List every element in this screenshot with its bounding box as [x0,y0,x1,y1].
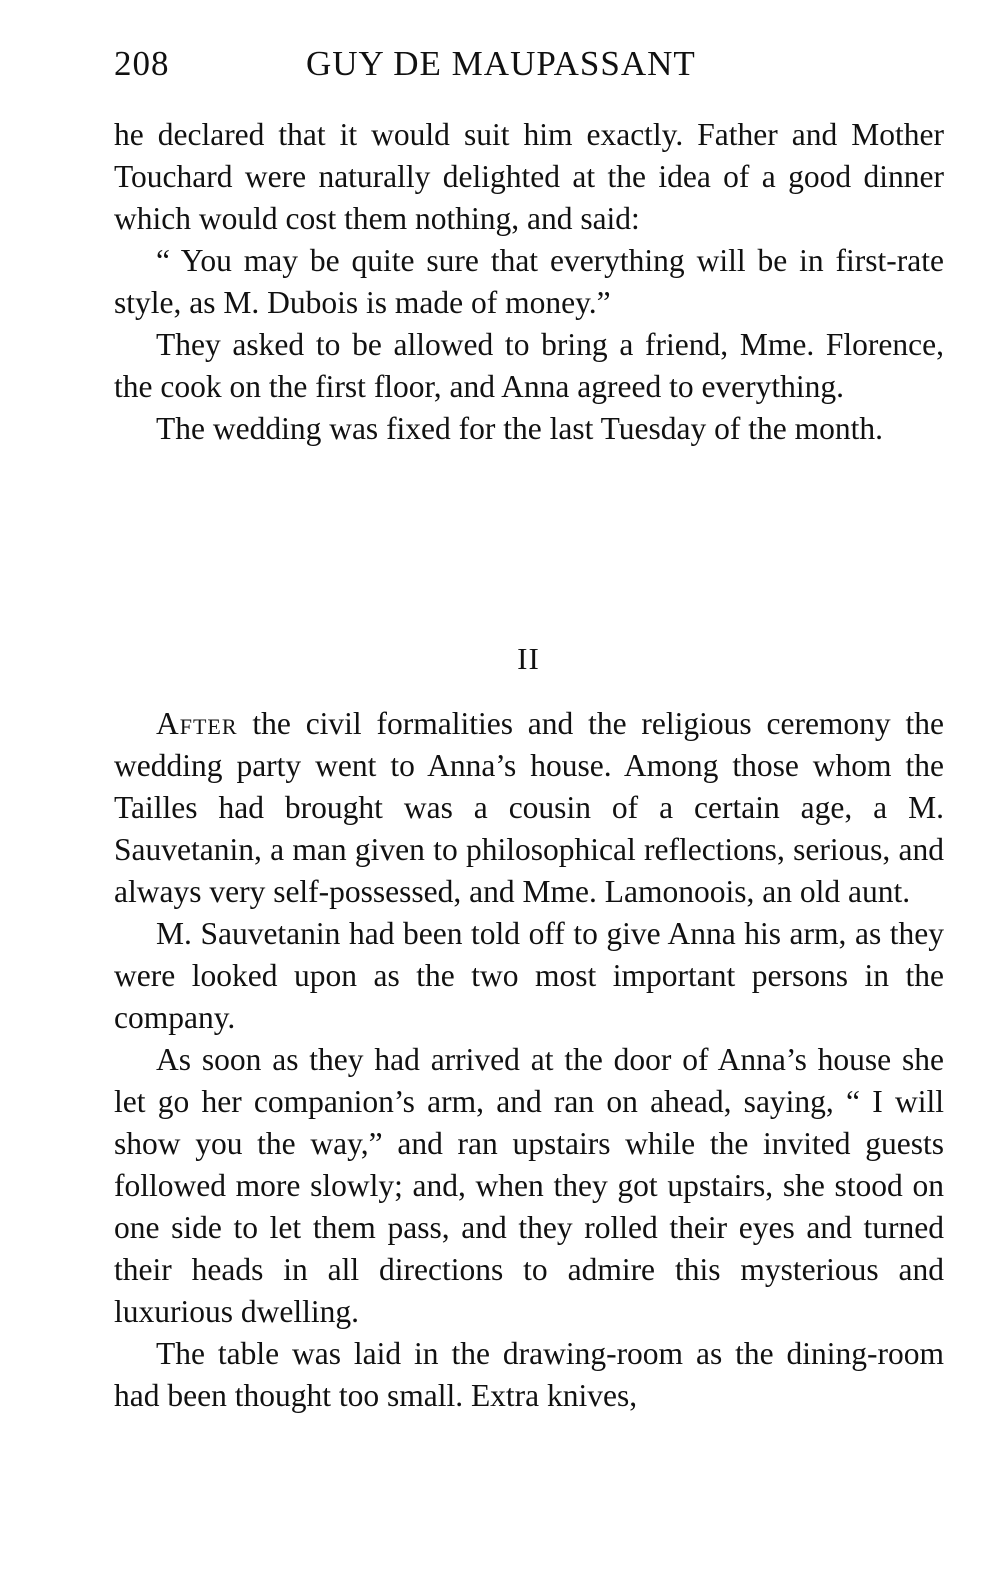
section-opening-paragraph [114,703,944,913]
paragraph: The table was laid in the drawing-room as the dining-room had been thought too small. Extra knives, [114,1336,944,1413]
paragraph: “ You may be quite sure that everything will be in first-rate style, as M. Dubois is made of money.” [114,243,944,320]
paragraph-text: the civil formalities and the religious ceremony the wedding party went to Anna’s house. Among those whom the Tailles had brought was a cousin of a certain age, a M. Sauvetanin, a man given to philosophical reflections, serious, and always very self-possessed, and Mme. Lamonoois, an old aunt. [114,706,944,909]
section-heading: II [517,641,540,676]
page-number: 208 [114,44,170,83]
running-title: GUY DE MAUPASSANT [306,44,696,83]
paragraph: They asked to be allowed to bring a friend, Mme. Florence, the cook on the first floor, and Anna agreed to everything. [114,327,944,404]
text-section-two [114,703,944,1417]
paragraph: M. Sauvetanin had been told off to give Anna his arm, as they were looked upon as the two most important persons in the company. [114,916,944,1035]
paragraph: The wedding was fixed for the last Tuesday of the month. [156,411,884,446]
running-head [114,44,944,94]
paragraph: he declared that it would suit him exactly. Father and Mother Touchard were naturally delighted at the idea of a good dinner which would cost them nothing, and said: [114,117,944,236]
paragraph: As soon as they had arrived at the door of Anna’s house she let go her companion’s arm, and ran on ahead, saying, “ I will show you the way,” and ran upstairs while the invited guests followed more slowly; and, when they got upstairs, she stood on one side to let them pass, and they rolled their eyes and turned their heads in all directions to admire this mysterious and luxurious dwelling. [114,1042,944,1329]
text-before-section [114,114,944,450]
lead-word: After [156,706,238,741]
